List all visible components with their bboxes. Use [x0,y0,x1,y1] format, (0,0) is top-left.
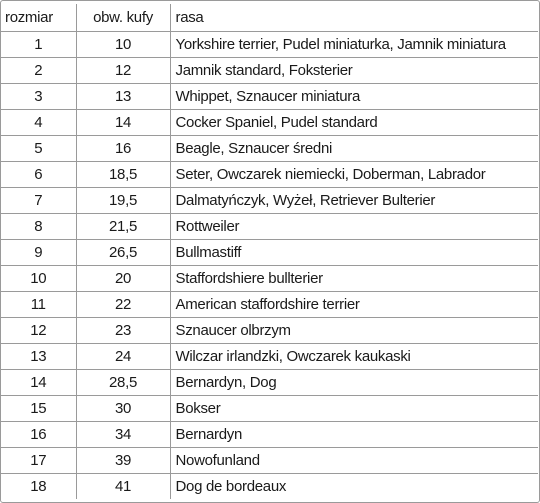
muzzle-circumference-cell: 39 [76,448,170,474]
muzzle-circumference-cell: 28,5 [76,370,170,396]
size-cell: 17 [1,448,76,474]
size-cell: 14 [1,370,76,396]
table-row [1,396,538,422]
breed-cell: Bokser [175,400,221,417]
table-header-row [1,4,538,32]
breed-cell: Bullmastiff [175,244,242,261]
muzzle-circumference-cell: 18,5 [76,162,170,188]
breed-cell: Sznaucer olbrzym [175,322,291,339]
muzzle-circumference-cell: 41 [76,474,170,500]
breed-cell: Wilczar irlandzki, Owczarek kaukaski [175,348,411,365]
table-row [1,110,538,136]
size-cell: 4 [1,110,76,136]
breed-cell: Nowofunland [175,452,260,469]
muzzle-circumference-cell: 10 [76,32,170,58]
breed-cell: Dalmatyńczyk, Wyżeł, Retriever Bulterier [175,192,436,209]
size-cell: 11 [1,292,76,318]
header-size: rozmiar [1,4,76,32]
muzzle-size-table [1,4,538,499]
size-cell: 15 [1,396,76,422]
muzzle-circumference-cell: 12 [76,58,170,84]
table-row [1,370,538,396]
breed-cell: Jamnik standard, Foksterier [175,62,353,79]
muzzle-circumference-cell: 23 [76,318,170,344]
muzzle-circumference-cell: 34 [76,422,170,448]
size-cell: 3 [1,84,76,110]
breed-cell: Seter, Owczarek niemiecki, Doberman, Labrador [175,166,486,183]
table-body [1,32,538,500]
size-cell: 2 [1,58,76,84]
muzzle-circumference-cell: 14 [76,110,170,136]
muzzle-circumference-cell: 13 [76,84,170,110]
size-cell: 8 [1,214,76,240]
breed-cell: American staffordshire terrier [175,296,360,313]
table-row [1,32,538,58]
table-row [1,422,538,448]
size-cell: 18 [1,474,76,500]
muzzle-circumference-cell: 22 [76,292,170,318]
size-cell: 5 [1,136,76,162]
table-row [1,188,538,214]
table-row [1,162,538,188]
header-breed: rasa [175,9,204,26]
breed-cell: Rottweiler [175,218,240,235]
breed-cell: Bernardyn, Dog [175,374,277,391]
size-cell: 10 [1,266,76,292]
size-cell: 12 [1,318,76,344]
header-muzzle-circumference: obw. kufy [76,4,170,32]
breed-cell: Cocker Spaniel, Pudel standard [175,114,378,131]
size-cell: 9 [1,240,76,266]
size-cell: 6 [1,162,76,188]
table-row [1,266,538,292]
size-cell: 16 [1,422,76,448]
table-row [1,58,538,84]
muzzle-circumference-cell: 16 [76,136,170,162]
muzzle-circumference-cell: 20 [76,266,170,292]
size-cell: 1 [1,32,76,58]
muzzle-circumference-cell: 21,5 [76,214,170,240]
breed-cell: Dog de bordeaux [175,478,287,495]
size-cell: 7 [1,188,76,214]
table-row [1,292,538,318]
size-cell: 13 [1,344,76,370]
table-row [1,214,538,240]
breed-cell: Whippet, Sznaucer miniatura [175,88,360,105]
breed-cell: Staffordshiere bullterier [175,270,323,287]
table-row [1,240,538,266]
breed-cell: Yorkshire terrier, Pudel miniaturka, Jamnik miniatura [175,36,506,53]
breed-cell: Beagle, Sznaucer średni [175,140,333,157]
table-row [1,448,538,474]
muzzle-circumference-cell: 26,5 [76,240,170,266]
muzzle-circumference-cell: 19,5 [76,188,170,214]
table-row [1,474,538,500]
table-row [1,84,538,110]
table-row [1,136,538,162]
table-row [1,344,538,370]
table-row [1,318,538,344]
breed-cell: Bernardyn [175,426,243,443]
muzzle-circumference-cell: 30 [76,396,170,422]
muzzle-circumference-cell: 24 [76,344,170,370]
